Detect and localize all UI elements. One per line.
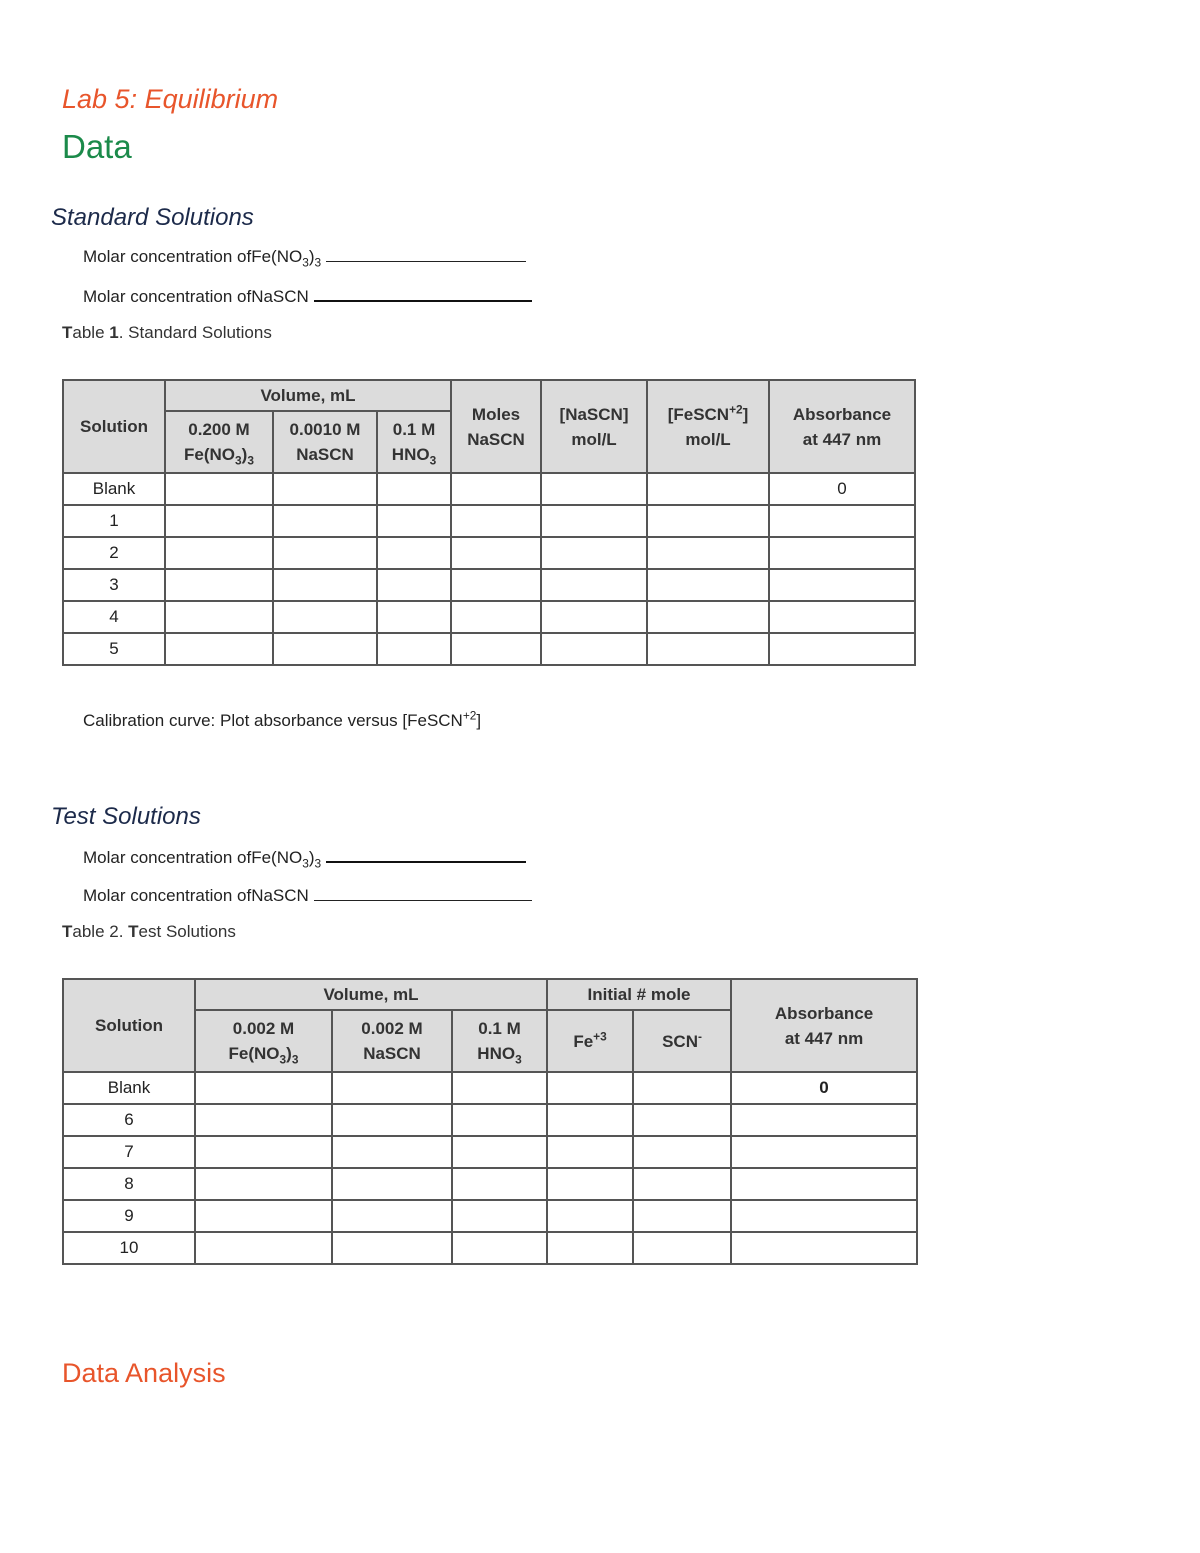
- cell-input[interactable]: [547, 1168, 633, 1200]
- note-text: ]: [476, 711, 482, 730]
- row-label: 4: [63, 601, 165, 633]
- cell-input[interactable]: [547, 1104, 633, 1136]
- table-row: [63, 1200, 917, 1232]
- header-text: Fe: [573, 1031, 594, 1051]
- standard-nascn-concentration-line: [83, 286, 532, 307]
- cell-input[interactable]: [633, 1200, 731, 1232]
- lab-title: Lab 5: Equilibrium: [62, 84, 279, 114]
- header-text: NaSCN: [467, 429, 525, 449]
- cell-input[interactable]: [647, 633, 769, 665]
- cell-input[interactable]: [273, 569, 377, 601]
- fe-concentration-blank[interactable]: [326, 247, 526, 262]
- header-text: [NaSCN]: [559, 404, 629, 424]
- cell-input[interactable]: [769, 633, 915, 665]
- cell-input[interactable]: [195, 1136, 332, 1168]
- row-label: 6: [63, 1104, 195, 1136]
- cell-input[interactable]: [452, 1200, 547, 1232]
- test-solutions-heading: Test Solutions: [51, 803, 201, 830]
- cell-input[interactable]: [731, 1200, 917, 1232]
- cell-input[interactable]: [377, 505, 451, 537]
- cell-input[interactable]: [195, 1232, 332, 1264]
- standard-solutions-heading: Standard Solutions: [51, 204, 254, 231]
- header-solution: Solution: [63, 979, 195, 1072]
- cell-input[interactable]: [332, 1072, 452, 1104]
- nascn-concentration-blank[interactable]: [314, 886, 532, 901]
- cell-input[interactable]: [332, 1168, 452, 1200]
- cell-input[interactable]: [377, 633, 451, 665]
- header-text: mol/L: [685, 429, 731, 449]
- header-text: Fe(NO: [228, 1044, 280, 1063]
- header-text: NaSCN: [363, 1044, 421, 1063]
- table-row: [63, 569, 915, 601]
- header-text: 0.002 M: [232, 1019, 295, 1038]
- header-absorbance: [769, 380, 915, 473]
- test-fe-concentration-line: [83, 847, 526, 871]
- cell-input[interactable]: [451, 569, 541, 601]
- nascn-label: Molar concentration ofNaSCN: [83, 287, 309, 306]
- cell-input[interactable]: [633, 1104, 731, 1136]
- header-hno3-volume: [452, 1010, 547, 1072]
- cell-input[interactable]: [647, 473, 769, 505]
- calibration-note: [83, 708, 482, 731]
- table-row: [63, 1136, 917, 1168]
- cell-input[interactable]: [165, 505, 273, 537]
- cell-input[interactable]: [195, 1200, 332, 1232]
- test-solutions-table: [62, 978, 918, 1265]
- cell-input[interactable]: [647, 537, 769, 569]
- caption-letter: T: [128, 922, 139, 941]
- caption-text: est Solutions: [138, 922, 236, 941]
- header-text: ): [286, 1044, 292, 1063]
- cell-input[interactable]: [731, 1104, 917, 1136]
- standard-solutions-table: [62, 379, 916, 666]
- caption-text: able 2.: [72, 922, 129, 941]
- row-label: 10: [63, 1232, 195, 1264]
- cell-input[interactable]: [647, 569, 769, 601]
- data-analysis-heading: Data Analysis: [62, 1358, 226, 1388]
- sub-3: 3: [515, 1052, 522, 1067]
- nascn-concentration-blank[interactable]: [314, 286, 532, 302]
- cell-input[interactable]: [332, 1104, 452, 1136]
- cell-input[interactable]: [647, 601, 769, 633]
- header-text: 0.002 M: [361, 1019, 423, 1038]
- caption-text: able: [72, 323, 110, 342]
- table-row: [63, 1168, 917, 1200]
- sub-3: 3: [429, 453, 437, 468]
- blank-absorbance: 0: [769, 473, 915, 505]
- cell-input[interactable]: [377, 537, 451, 569]
- test-nascn-concentration-line: [83, 886, 532, 906]
- header-text: 0.0010 M: [289, 420, 361, 439]
- charge: -: [697, 1028, 702, 1043]
- row-label: Blank: [63, 1072, 195, 1104]
- header-text: 0.200 M: [188, 420, 250, 439]
- table-2-caption: [62, 922, 236, 942]
- header-text: HNO: [391, 445, 430, 464]
- caption-letter: T: [62, 922, 73, 941]
- cell-input[interactable]: [731, 1136, 917, 1168]
- sub-3: 3: [235, 453, 242, 468]
- cell-input[interactable]: [769, 569, 915, 601]
- cell-input[interactable]: [547, 1136, 633, 1168]
- fe-concentration-blank[interactable]: [326, 847, 526, 863]
- blank-absorbance: 0: [731, 1072, 917, 1104]
- header-nascn-volume: [273, 411, 377, 473]
- caption-number: 1: [109, 323, 119, 342]
- close-paren: ): [308, 848, 315, 867]
- cell-input[interactable]: [731, 1168, 917, 1200]
- header-nascn-volume: [332, 1010, 452, 1072]
- cell-input[interactable]: [452, 1072, 547, 1104]
- fe-label: Molar concentration ofFe(NO: [83, 247, 303, 266]
- cell-input[interactable]: [195, 1104, 332, 1136]
- cell-input[interactable]: [541, 505, 647, 537]
- table-row: [63, 473, 915, 505]
- caption-text: . Standard Solutions: [118, 323, 272, 342]
- header-text: at 447 nm: [802, 429, 882, 449]
- cell-input[interactable]: [451, 473, 541, 505]
- cell-input[interactable]: [377, 601, 451, 633]
- cell-input[interactable]: [165, 633, 273, 665]
- table-row: [63, 601, 915, 633]
- cell-input[interactable]: [452, 1104, 547, 1136]
- close-paren: ): [308, 247, 315, 266]
- table-row: [63, 505, 915, 537]
- cell-input[interactable]: [547, 1200, 633, 1232]
- header-text: 0.1 M: [478, 1019, 521, 1038]
- row-label: 7: [63, 1136, 195, 1168]
- charge: +2: [462, 708, 477, 723]
- cell-input[interactable]: [273, 505, 377, 537]
- header-text: mol/L: [571, 429, 617, 449]
- cell-input[interactable]: [541, 569, 647, 601]
- header-volume: Volume, mL: [195, 979, 547, 1010]
- cell-input[interactable]: [273, 633, 377, 665]
- cell-input[interactable]: [451, 505, 541, 537]
- header-text: Fe(NO: [184, 445, 236, 464]
- cell-input[interactable]: [165, 601, 273, 633]
- cell-input[interactable]: [165, 473, 273, 505]
- header-nascn-concentration: [541, 380, 647, 473]
- cell-input[interactable]: [541, 601, 647, 633]
- fe-label: Molar concentration ofFe(NO: [83, 848, 303, 867]
- header-text: at 447 nm: [784, 1028, 864, 1048]
- header-fe-volume: [195, 1010, 332, 1072]
- cell-input[interactable]: [769, 537, 915, 569]
- row-label: 2: [63, 537, 165, 569]
- cell-input[interactable]: [633, 1232, 731, 1264]
- cell-input[interactable]: [769, 601, 915, 633]
- sub-3: 3: [302, 255, 309, 270]
- sub-3: 3: [302, 856, 309, 871]
- cell-input[interactable]: [452, 1168, 547, 1200]
- table-row: [63, 633, 915, 665]
- cell-input[interactable]: [165, 569, 273, 601]
- cell-input[interactable]: [541, 537, 647, 569]
- header-text: 0.1 M: [392, 420, 436, 439]
- sub-3: 3: [247, 453, 254, 468]
- data-heading: Data: [62, 128, 132, 165]
- caption-letter: T: [62, 323, 73, 342]
- header-hno3-volume: [377, 411, 451, 473]
- cell-input[interactable]: [451, 601, 541, 633]
- header-text: NaSCN: [296, 445, 354, 464]
- cell-input[interactable]: [195, 1072, 332, 1104]
- cell-input[interactable]: [731, 1232, 917, 1264]
- cell-input[interactable]: [377, 473, 451, 505]
- header-solution: Solution: [63, 380, 165, 473]
- row-label: 8: [63, 1168, 195, 1200]
- header-text: Absorbance: [774, 1003, 874, 1023]
- cell-input[interactable]: [451, 633, 541, 665]
- header-absorbance: [731, 979, 917, 1072]
- header-text: SCN: [662, 1031, 698, 1051]
- cell-input[interactable]: [633, 1136, 731, 1168]
- cell-input[interactable]: [377, 569, 451, 601]
- table-row: [63, 1232, 917, 1264]
- cell-input[interactable]: [452, 1232, 547, 1264]
- sub-3: 3: [279, 1052, 287, 1067]
- note-text: Calibration curve: Plot absorbance versus [FeSCN: [83, 711, 463, 730]
- cell-input[interactable]: [195, 1168, 332, 1200]
- header-text: HNO: [477, 1044, 516, 1063]
- header-volume: Volume, mL: [165, 380, 451, 411]
- row-label: Blank: [63, 473, 165, 505]
- sub-3: 3: [314, 255, 322, 270]
- table-row: [63, 537, 915, 569]
- header-fescn-concentration: [647, 380, 769, 473]
- cell-input[interactable]: [633, 1168, 731, 1200]
- cell-input[interactable]: [547, 1072, 633, 1104]
- cell-input[interactable]: [332, 1200, 452, 1232]
- header-scn-ion: [633, 1010, 731, 1072]
- cell-input[interactable]: [541, 473, 647, 505]
- cell-input[interactable]: [273, 473, 377, 505]
- header-fe-ion: [547, 1010, 633, 1072]
- header-text: Absorbance: [792, 404, 892, 424]
- header-initial-moles: Initial # mole: [547, 979, 731, 1010]
- header-text: ]: [742, 404, 749, 424]
- charge: +3: [593, 1028, 607, 1043]
- nascn-label: Molar concentration ofNaSCN: [83, 886, 309, 905]
- table-row: [63, 1104, 917, 1136]
- row-label: 1: [63, 505, 165, 537]
- header-text: Moles: [471, 404, 521, 424]
- cell-input[interactable]: [332, 1136, 452, 1168]
- header-text: [FeSCN: [667, 404, 730, 424]
- row-label: 9: [63, 1200, 195, 1232]
- cell-input[interactable]: [541, 633, 647, 665]
- cell-input[interactable]: [633, 1072, 731, 1104]
- cell-input[interactable]: [452, 1136, 547, 1168]
- charge: +2: [729, 401, 743, 416]
- header-moles-nascn: [451, 380, 541, 473]
- cell-input[interactable]: [273, 537, 377, 569]
- cell-input[interactable]: [165, 537, 273, 569]
- sub-3: 3: [314, 856, 322, 871]
- table-1-caption: [62, 323, 272, 343]
- cell-input[interactable]: [332, 1232, 452, 1264]
- cell-input[interactable]: [273, 601, 377, 633]
- header-fe-volume: [165, 411, 273, 473]
- cell-input[interactable]: [769, 505, 915, 537]
- header-text: ): [241, 445, 248, 464]
- row-label: 3: [63, 569, 165, 601]
- cell-input[interactable]: [547, 1232, 633, 1264]
- row-label: 5: [63, 633, 165, 665]
- standard-fe-concentration-line: [83, 247, 526, 270]
- cell-input[interactable]: [647, 505, 769, 537]
- cell-input[interactable]: [451, 537, 541, 569]
- table-row: [63, 1072, 917, 1104]
- sub-3: 3: [291, 1052, 299, 1067]
